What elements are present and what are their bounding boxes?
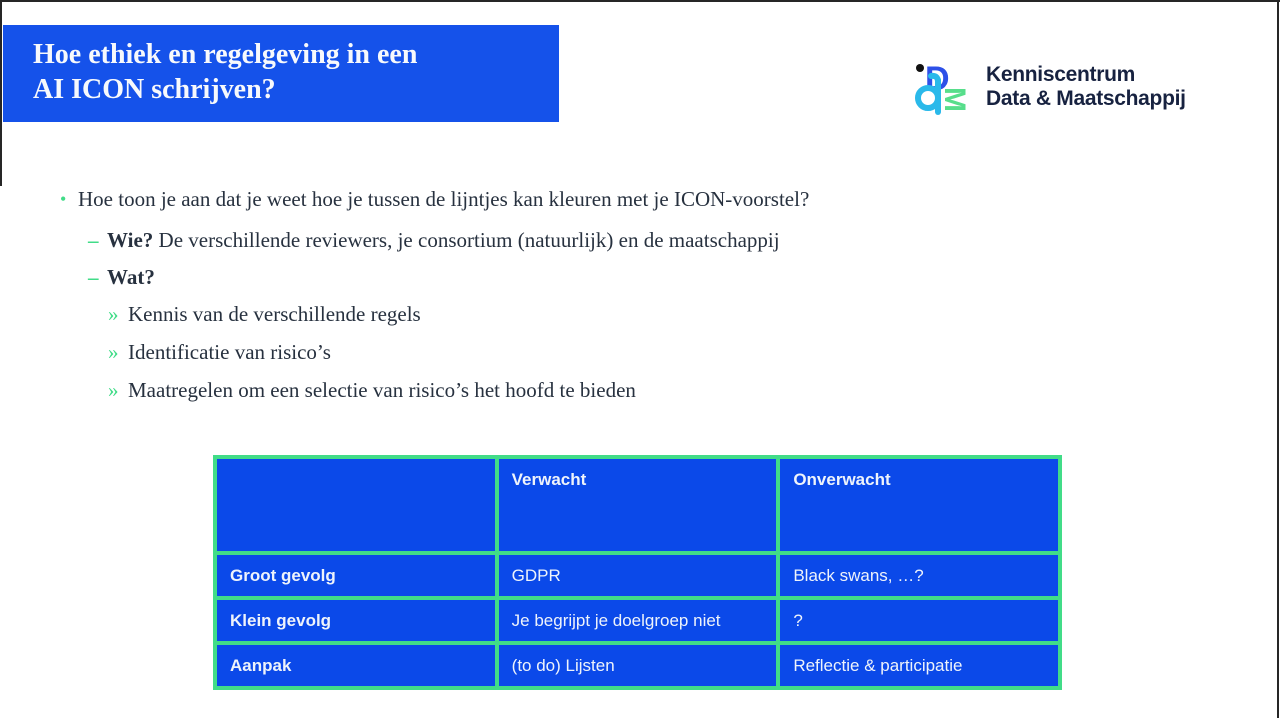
slide-left-border xyxy=(0,0,2,186)
logo-letter-m xyxy=(938,87,971,112)
table-header-onverwacht: Onverwacht xyxy=(780,459,1058,551)
slide-title-line2: AI ICON schrijven? xyxy=(33,74,276,105)
table-cell: ? xyxy=(780,600,1058,641)
bullet-level2-wat xyxy=(88,264,1230,291)
bullet-rest-text: De verschillende reviewers, je consortium (natuurlijk) en de maatschappij xyxy=(153,228,780,252)
bullet-level2-wat-text xyxy=(107,264,1230,291)
bullet-level3-item xyxy=(108,339,1230,366)
bullet-dot-icon: • xyxy=(60,189,67,209)
table-row-header: Aanpak xyxy=(217,645,495,686)
bullet-list xyxy=(60,186,1230,415)
bullet-bold-label: Wat? xyxy=(107,265,155,289)
bullet-level2-wie xyxy=(88,227,1230,254)
logo-dot xyxy=(916,64,924,72)
dash-icon: – xyxy=(88,265,99,289)
table-cell: GDPR xyxy=(499,555,777,596)
slide-title-box xyxy=(3,25,559,122)
slide-right-border xyxy=(1277,0,1279,718)
slide-title-line1: Hoe ethiek en regelgeving in een xyxy=(33,39,418,70)
org-logo xyxy=(912,57,1186,117)
bullet-level1-text: Hoe toon je aan dat je weet hoe je tussen de lijntjes kan kleuren met je ICON-voorstel? xyxy=(78,187,810,211)
double-chevron-icon: » xyxy=(108,302,119,326)
bullet-level3-text: Identificatie van risico’s xyxy=(128,340,331,364)
table-header-empty xyxy=(217,459,495,551)
bullet-level3-text: Kennis van de verschillende regels xyxy=(128,302,421,326)
dash-icon: – xyxy=(88,228,99,252)
bullet-level3-item xyxy=(108,377,1230,404)
table-row-header: Klein gevolg xyxy=(217,600,495,641)
risk-matrix-table xyxy=(213,455,1062,690)
org-logo-line2: Data & Maatschappij xyxy=(986,87,1186,110)
double-chevron-icon: » xyxy=(108,378,119,402)
table-cell: Reflectie & participatie xyxy=(780,645,1058,686)
bullet-level1 xyxy=(60,186,1230,213)
table-cell: Black swans, …? xyxy=(780,555,1058,596)
slide-top-border xyxy=(0,0,1280,2)
table-row-header: Groot gevolg xyxy=(217,555,495,596)
org-logo-icon xyxy=(912,57,976,117)
double-chevron-icon: » xyxy=(108,340,119,364)
svg-text:M: M xyxy=(938,87,971,112)
bullet-level3-item xyxy=(108,301,1230,328)
org-logo-line1: Kenniscentrum xyxy=(986,63,1135,86)
table-cell: Je begrijpt je doelgroep niet xyxy=(499,600,777,641)
org-logo-text xyxy=(986,63,1186,111)
table-cell: (to do) Lijsten xyxy=(499,645,777,686)
logo-letter-d: D xyxy=(925,60,950,98)
table-header-verwacht: Verwacht xyxy=(499,459,777,551)
bullet-level3-text: Maatregelen om een selectie van risico’s het hoofd te bieden xyxy=(128,378,636,402)
bullet-level2-wie-text xyxy=(107,227,1230,254)
bullet-bold-label: Wie? xyxy=(107,228,154,252)
